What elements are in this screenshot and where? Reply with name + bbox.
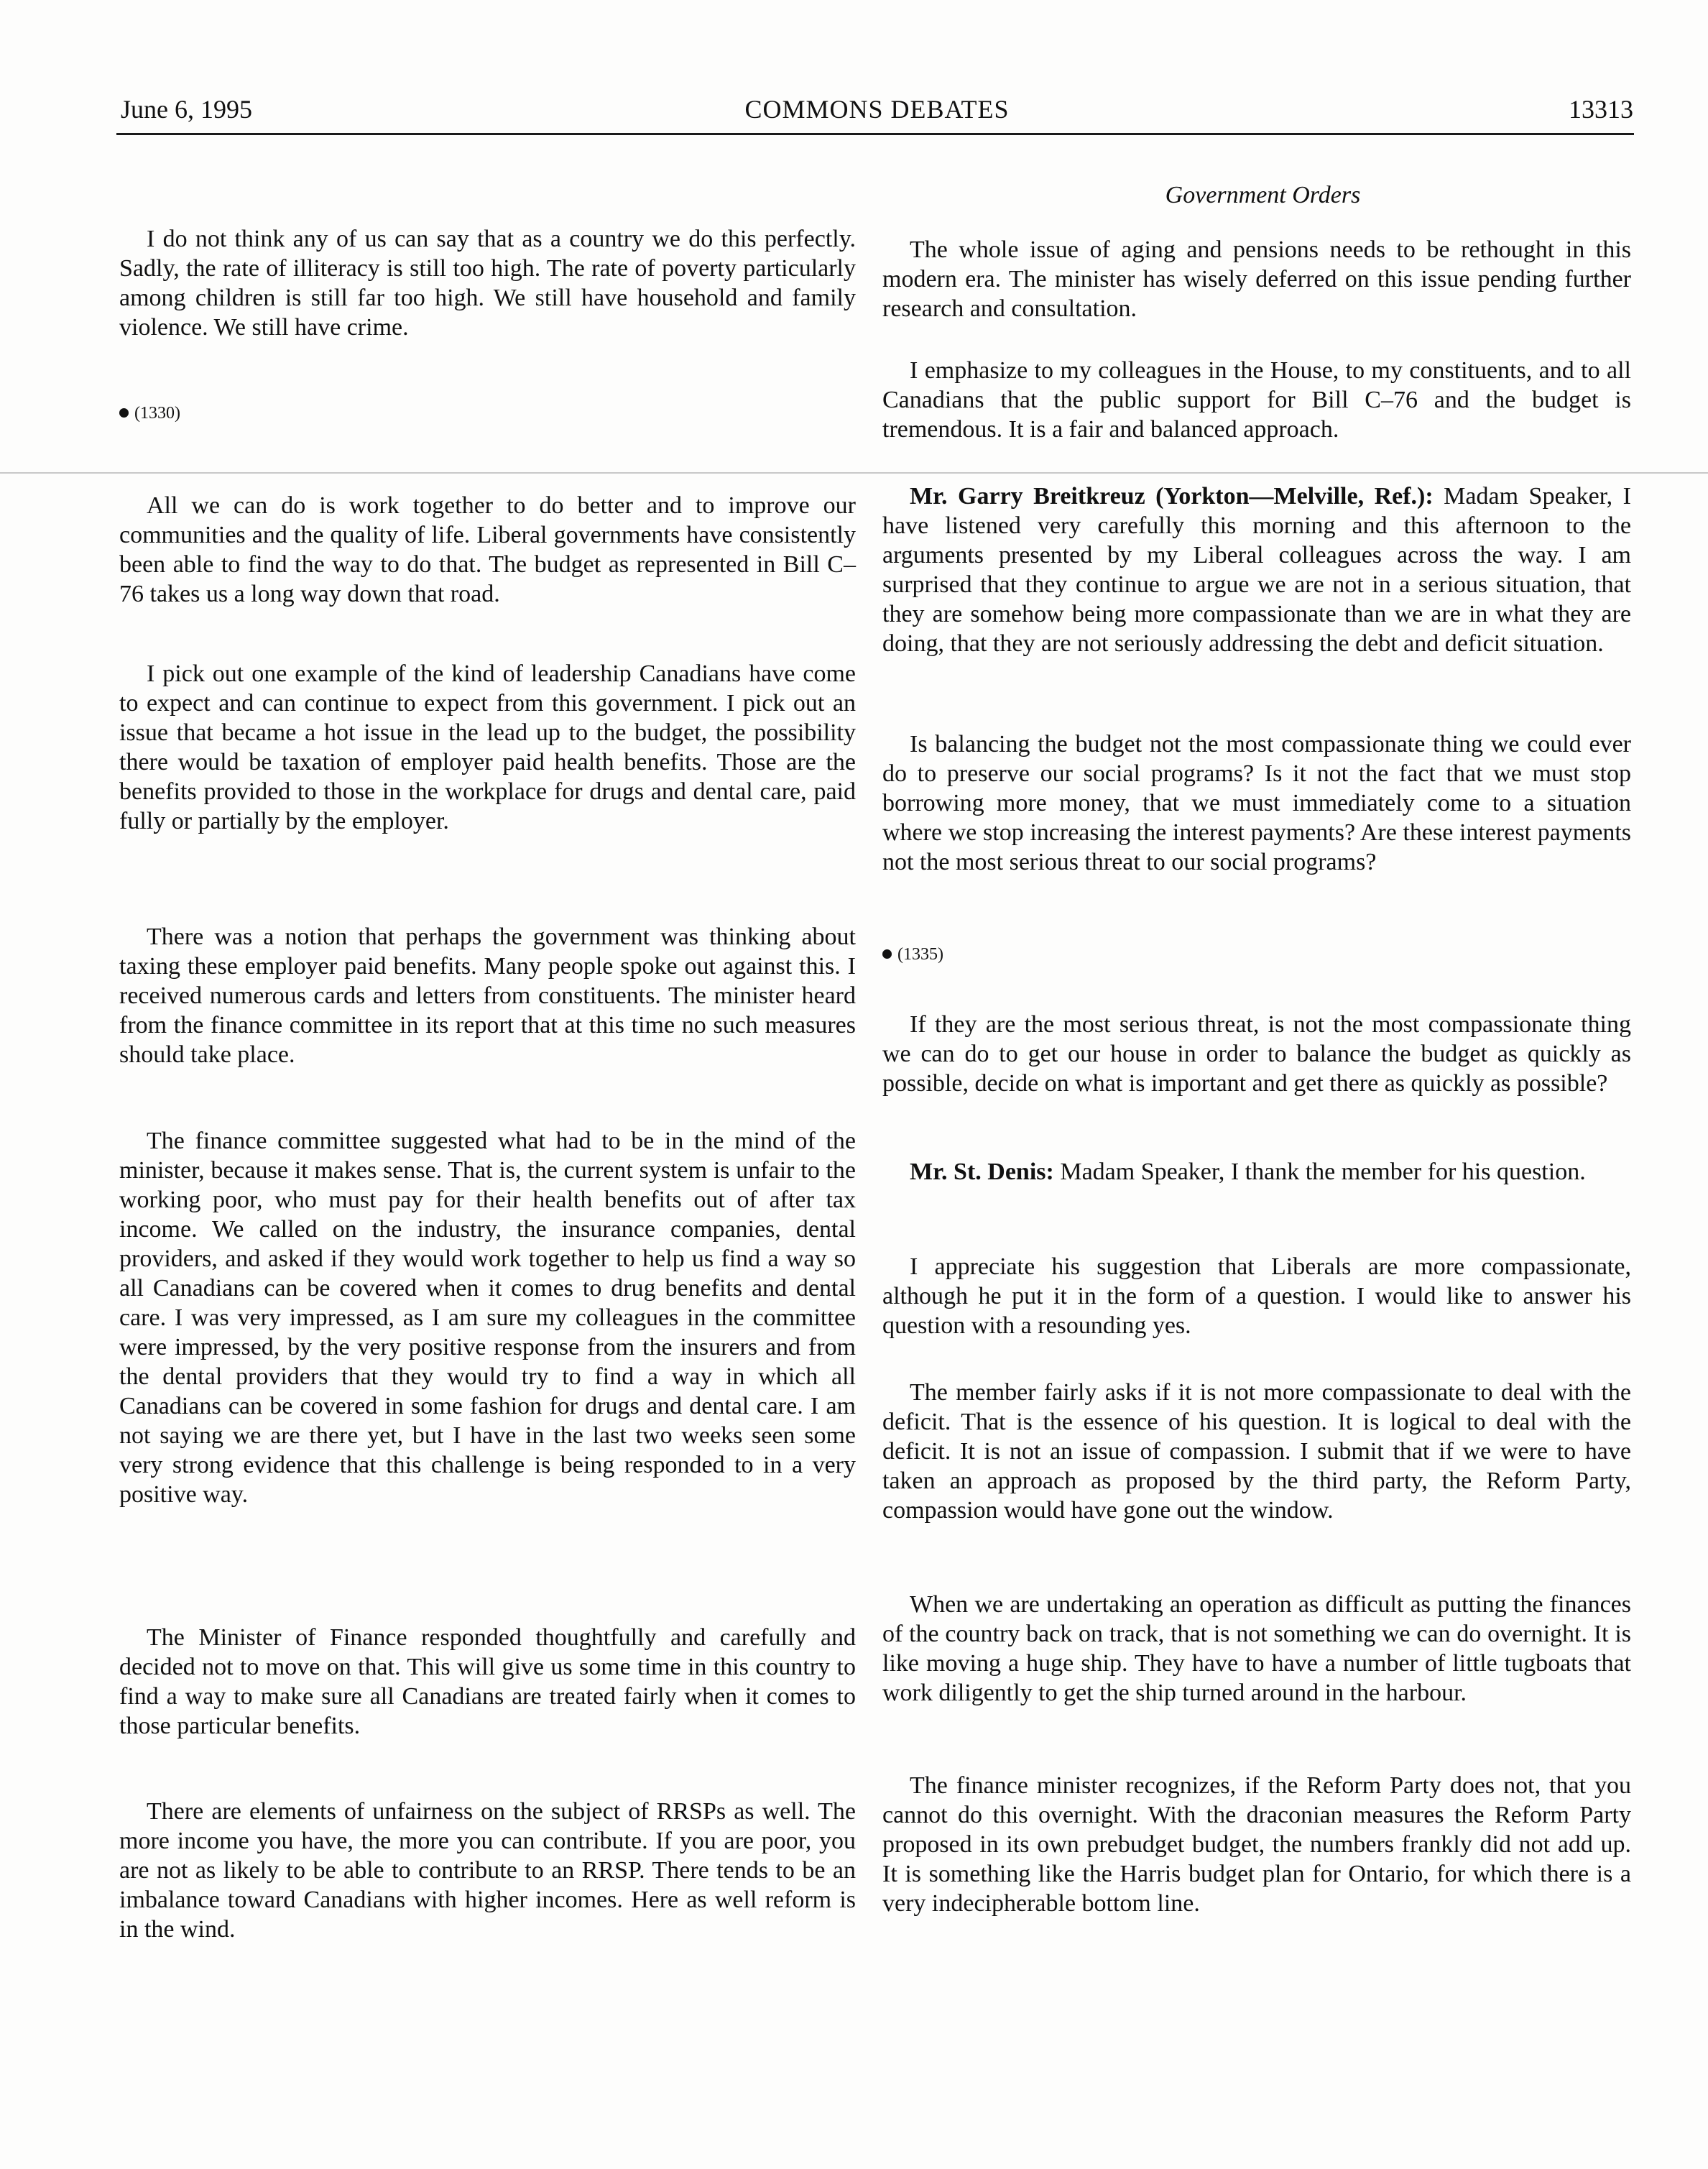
- paragraph: The whole issue of aging and pensions needs to be rethought in this modern era. The minister has wisely deferred on this issue pending further research and consultation.: [882, 236, 1631, 322]
- paragraph: The finance committee suggested what had to be in the mind of the minister, because it makes sense. That is, the current system is unfair to the working poor, who must pay for their health benefits out of after tax income. We called on the industry, the insurance companies, dental providers, and asked if they would work together to help us find a way so all Canadians can be covered when it comes to drug benefits and dental care. I was very impressed, as I am sure my colleagues in the committee were impressed, by the very positive response from the insurers and from the dental providers that they would try to find a way in which all Canadians can be covered in some fashion for drugs and dental care. I am not saying we are there yet, but I have in the last two weeks seen some very strong evidence that this challenge is being responded to in a very positive way.: [119, 1128, 856, 1508]
- paragraph: All we can do is work together to do better and to improve our communities and the quality of life. Liberal governments have consistently been able to find the way to do that. The budget as represented in Bill C–76 takes us a long way down that road.: [119, 492, 856, 607]
- time-marker-label: (1330): [134, 404, 180, 423]
- paragraph: When we are undertaking an operation as difficult as putting the finances of the country back on track, that is not something we can do overnight. It is like moving a huge ship. They have to have a number of little tugboats that work diligently to get the ship turned around in the harbour.: [882, 1591, 1631, 1706]
- speech-text: Madam Speaker, I have listened very carefully this morning and this afternoon to the arguments presented by my Liberal colleagues across the way. I am surprised that they continue to argue we are not in a serious situation, that they are somehow being more compassionate than we are in what they are doing, that they are not seriously addressing the debt and deficit situation.: [882, 483, 1632, 657]
- paragraph: If they are the most serious threat, is not the most compassionate thing we can do to get our house in order to balance the budget as quickly as possible, decide on what is important and get there as quickly as possible?: [882, 1011, 1631, 1097]
- paragraph: The member fairly asks if it is not more compassionate to deal with the deficit. That is the essence of his question. It is logical to deal with the deficit. It is not an issue of compassion. I submit that if we were to have taken an approach as proposed by the third party, the Reform Party, compassion would have gone out the window.: [882, 1379, 1631, 1524]
- header-page-number: 13313: [1569, 95, 1633, 124]
- paragraph: I pick out one example of the kind of leadership Canadians have come to expect and can continue to expect from this government. I pick out an issue that became a hot issue in the lead up to the budget, the possibility there would be taxation of employer paid health benefits. Those are the benefits provided to those in the workplace for drugs and dental care, paid fully or partially by the employer.: [119, 660, 856, 834]
- bullet-icon: [119, 408, 129, 418]
- paragraph: There was a notion that perhaps the government was thinking about taxing these employer paid benefits. Many people spoke out against this. I received numerous cards and letters from constituents. The minister heard from the finance committee in its report that at this time no such measures should take place.: [119, 924, 856, 1068]
- speaker-name: Mr. St. Denis:: [910, 1159, 1054, 1185]
- page-header: [121, 93, 1633, 137]
- time-marker: [882, 944, 943, 965]
- paragraph: There are elements of unfairness on the subject of RRSPs as well. The more income you have, the more you can contribute. If you are poor, you are not as likely to be able to contribute to an RRSP. There tends to be an imbalance toward Canadians with higher incomes. Here as well reform is in the wind.: [119, 1798, 856, 1943]
- speech-text: Madam Speaker, I thank the member for his question.: [1053, 1159, 1586, 1185]
- header-date: June 6, 1995: [121, 95, 252, 124]
- speech-paragraph: [882, 1157, 1631, 1187]
- header-title: COMMONS DEBATES: [744, 95, 1010, 124]
- speaker-name: Mr. Garry Breitkreuz (Yorkton—Melville, Ref.):: [910, 483, 1434, 510]
- paragraph: Is balancing the budget not the most compassionate thing we could ever do to preserve our social programs? Is it not the fact that we must stop borrowing more money, that we must immediately come to a situation where we stop increasing the interest payments? Are these interest payments not the most serious threat to our social programs?: [882, 731, 1631, 875]
- speech-paragraph: [882, 482, 1631, 658]
- bullet-icon: [882, 949, 892, 959]
- paragraph: I do not think any of us can say that as a country we do this perfectly. Sadly, the rate of illiteracy is still too high. The rate of poverty particularly among children is still far too high. We still have household and family violence. We still have crime.: [119, 226, 856, 341]
- paragraph: I emphasize to my colleagues in the House, to my constituents, and to all Canadians that the public support for Bill C–76 and the budget is tremendous. It is a fair and balanced approach.: [882, 357, 1631, 443]
- paragraph: The Minister of Finance responded thoughtfully and carefully and decided not to move on that. This will give us some time in this country to find a way to make sure all Canadians are treated fairly when it comes to those particular benefits.: [119, 1624, 856, 1739]
- header-rule: [116, 133, 1634, 135]
- paragraph: The finance minister recognizes, if the Reform Party does not, that you cannot do this overnight. With the draconian measures the Reform Party proposed in its own prebudget budget, the numbers frankly did not add up. It is something like the Harris budget plan for Ontario, for which there is a very indecipherable bottom line.: [882, 1772, 1631, 1917]
- paragraph: I appreciate his suggestion that Liberals are more compassionate, although he put it in the form of a question. I would like to answer his question with a resounding yes.: [882, 1253, 1631, 1339]
- section-label: Government Orders: [1165, 182, 1361, 208]
- time-marker: [119, 402, 180, 424]
- time-marker-label: (1335): [897, 945, 943, 964]
- scan-fold-line: [0, 472, 1708, 474]
